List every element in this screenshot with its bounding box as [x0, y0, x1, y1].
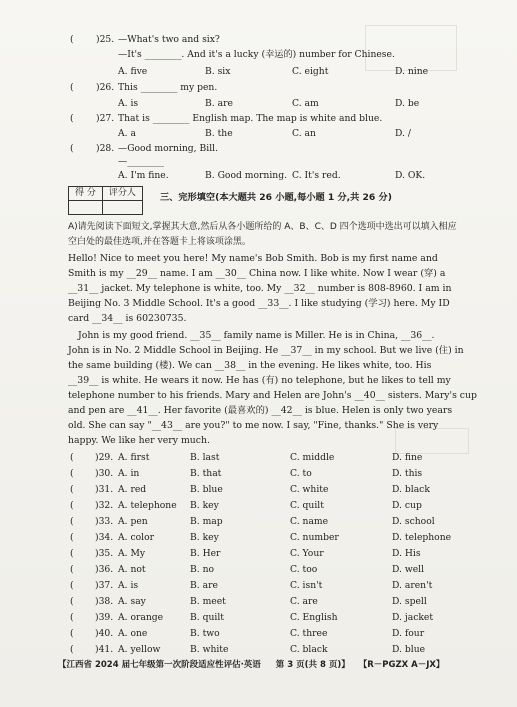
- option-d: D. jacket: [392, 612, 434, 623]
- section-title: 三、完形填空(本大题共 26 小题,每小题 1 分,共 26 分): [160, 192, 392, 203]
- answer-paren[interactable]: (: [70, 82, 74, 93]
- option-d: D. spell: [392, 596, 427, 607]
- option-c: C. three: [290, 628, 328, 639]
- option-a: A. first: [118, 452, 150, 463]
- question-stem: This ________ my pen.: [118, 82, 218, 93]
- option-c: C. eight: [292, 66, 329, 77]
- question-number: )27.: [96, 113, 115, 124]
- option-a: A. in: [118, 468, 140, 479]
- option-c: C. to: [290, 468, 312, 479]
- option-a: A. not: [118, 564, 146, 575]
- option-d: D. fine: [392, 452, 423, 463]
- option-a: A. one: [118, 628, 148, 639]
- option-d: D. /: [395, 128, 411, 139]
- option-b: B. Her: [190, 548, 221, 559]
- option-c: C. an: [292, 128, 316, 139]
- passage-line: __39__ is white. He wears it now. He has (有) no telephone, but he likes to tell my: [68, 375, 451, 386]
- option-c: C. Your: [290, 548, 324, 559]
- option-c: C. white: [290, 484, 329, 495]
- question-stem-2: —It's ________. And it's a lucky (幸运的) number for Chinese.: [118, 49, 395, 60]
- option-c: C. am: [292, 98, 319, 109]
- passage-line: John is in No. 2 Middle School in Beijing. He __37__ in my school. But we live (住) in: [68, 345, 464, 356]
- option-b: B. key: [190, 500, 219, 511]
- option-b: B. that: [190, 468, 222, 479]
- question-stem: That is ________ English map. The map is white and blue.: [118, 113, 383, 124]
- question-number: )30.: [95, 468, 114, 479]
- option-b: B. blue: [190, 484, 223, 495]
- answer-paren[interactable]: (: [70, 484, 74, 495]
- page-footer: [58, 660, 444, 671]
- option-a: A. pen: [118, 516, 148, 527]
- question-stem: —What's two and six?: [118, 34, 220, 45]
- option-d: D. His: [392, 548, 421, 559]
- footer-exam-title: 【江西省 2024 届七年级第一次阶段适应性评估·英语: [58, 660, 261, 670]
- option-c: C. are: [290, 596, 318, 607]
- option-b: B. no: [190, 564, 215, 575]
- grader-cell[interactable]: [102, 201, 142, 215]
- question-number: )40.: [95, 628, 114, 639]
- passage-line: __31__ jacket. My telephone is white, too. My __32__ number is 808-8960. I am in: [68, 283, 452, 294]
- answer-paren[interactable]: (: [70, 628, 74, 639]
- option-c: C. name: [290, 516, 329, 527]
- option-d: D. school: [392, 516, 435, 527]
- option-b: B. are: [190, 580, 218, 591]
- question-number: )26.: [96, 82, 115, 93]
- question-number: )35.: [95, 548, 114, 559]
- option-d: D. aren't: [392, 580, 433, 591]
- question-number: )28.: [96, 143, 115, 154]
- option-d: D. this: [392, 468, 423, 479]
- footer-page-number: 第 3 页(共 8 页)】: [275, 660, 350, 670]
- answer-paren[interactable]: (: [70, 516, 74, 527]
- option-a: A. red: [118, 484, 147, 495]
- answer-paren[interactable]: (: [70, 452, 74, 463]
- passage-line: John is my good friend. __35__ family name is Miller. He is in China, __36__.: [78, 330, 435, 341]
- option-b: B. the: [205, 128, 233, 139]
- option-b: B. six: [205, 66, 231, 77]
- passage-line: old. She can say "__43__ are you?" to me now. I say, "Fine, thanks." She is very: [68, 420, 439, 431]
- option-b: B. Good morning.: [205, 170, 288, 181]
- option-c: C. number: [290, 532, 339, 543]
- question-number: )33.: [95, 516, 114, 527]
- option-d: D. nine: [395, 66, 429, 77]
- score-cell[interactable]: [69, 201, 103, 215]
- question-number: )36.: [95, 564, 114, 575]
- option-b: B. last: [190, 452, 220, 463]
- question-number: )37.: [95, 580, 114, 591]
- question-number: )25.: [96, 34, 115, 45]
- option-a: A. say: [118, 596, 146, 607]
- score-box: [68, 186, 143, 215]
- option-c: C. quilt: [290, 500, 324, 511]
- option-b: B. map: [190, 516, 223, 527]
- footer-code: 【R－PGZX A－JX】: [358, 660, 445, 670]
- option-c: C. English: [290, 612, 338, 623]
- option-b: B. two: [190, 628, 220, 639]
- question-number: )34.: [95, 532, 114, 543]
- option-a: A. five: [118, 66, 148, 77]
- option-b: B. white: [190, 644, 229, 655]
- answer-paren[interactable]: (: [70, 596, 74, 607]
- option-a: A. telephone: [118, 500, 177, 511]
- option-d: D. blue: [392, 644, 426, 655]
- answer-paren[interactable]: (: [70, 468, 74, 479]
- bleed-through-mark: [365, 25, 457, 71]
- passage-line: telephone number to his friends. Mary and Helen are John's __40__ sisters. Mary's cup: [68, 390, 477, 401]
- option-d: D. be: [395, 98, 420, 109]
- option-d: D. black: [392, 484, 430, 495]
- option-a: A. is: [118, 580, 139, 591]
- option-b: B. are: [205, 98, 233, 109]
- option-a: A. is: [118, 98, 139, 109]
- option-a: A. a: [118, 128, 136, 139]
- answer-paren[interactable]: (: [70, 548, 74, 559]
- question-number: )32.: [95, 500, 114, 511]
- option-c: C. too: [290, 564, 318, 575]
- option-a: A. color: [118, 532, 155, 543]
- answer-paren[interactable]: (: [70, 644, 74, 655]
- answer-paren[interactable]: (: [70, 34, 74, 45]
- question-number: )41.: [95, 644, 114, 655]
- option-b: B. meet: [190, 596, 226, 607]
- option-d: D. cup: [392, 500, 422, 511]
- passage-line: Beijing No. 3 Middle School. It's a good __33__. I like studying (学习) here. My ID: [68, 298, 450, 309]
- answer-paren[interactable]: (: [70, 612, 74, 623]
- question-number: )39.: [95, 612, 114, 623]
- question-stem-2: —________: [118, 156, 164, 167]
- answer-paren[interactable]: (: [70, 113, 74, 124]
- passage-line: and pen are __41__. Her favorite (最喜欢的) __42__ is blue. Helen is only two years: [68, 405, 453, 416]
- option-a: A. yellow: [118, 644, 161, 655]
- passage-line: the same building (楼). We can __38__ in the evening. He likes white, too. His: [68, 360, 432, 371]
- option-d: D. four: [392, 628, 425, 639]
- score-label: 得 分: [69, 187, 103, 201]
- answer-paren[interactable]: (: [70, 500, 74, 511]
- option-c: C. black: [290, 644, 328, 655]
- option-d: D. telephone: [392, 532, 452, 543]
- question-stem: —Good morning, Bill.: [118, 143, 219, 154]
- passage-line: card __34__ is 60230735.: [68, 313, 187, 324]
- option-b: B. key: [190, 532, 219, 543]
- instruction-text: A)请先阅读下面短文,掌握其大意,然后从各小题所给的 A、B、C、D 四个选项中选出可以填入相应空白处的最佳选项,并在答题卡上将该项涂黑。: [68, 222, 457, 247]
- option-c: C. middle: [290, 452, 335, 463]
- passage-line: Smith is my __29__ name. I am __30__ China now. I like white. Now I wear (穿) a: [68, 268, 446, 279]
- option-d: D. OK.: [395, 170, 426, 181]
- passage-line: Hello! Nice to meet you here! My name's Bob Smith. Bob is my first name and: [68, 253, 438, 264]
- answer-paren[interactable]: (: [70, 143, 74, 154]
- question-number: )38.: [95, 596, 114, 607]
- option-d: D. well: [392, 564, 425, 575]
- answer-paren[interactable]: (: [70, 580, 74, 591]
- grader-label: 评分人: [102, 187, 142, 201]
- option-c: C. isn't: [290, 580, 323, 591]
- option-a: A. My: [118, 548, 146, 559]
- answer-paren[interactable]: (: [70, 564, 74, 575]
- answer-paren[interactable]: (: [70, 532, 74, 543]
- option-a: A. I'm fine.: [118, 170, 169, 181]
- passage-line: happy. We like her very much.: [68, 435, 210, 446]
- option-a: A. orange: [118, 612, 164, 623]
- question-number: )29.: [95, 452, 114, 463]
- option-c: C. It's red.: [292, 170, 341, 181]
- option-b: B. quilt: [190, 612, 224, 623]
- question-number: )31.: [95, 484, 114, 495]
